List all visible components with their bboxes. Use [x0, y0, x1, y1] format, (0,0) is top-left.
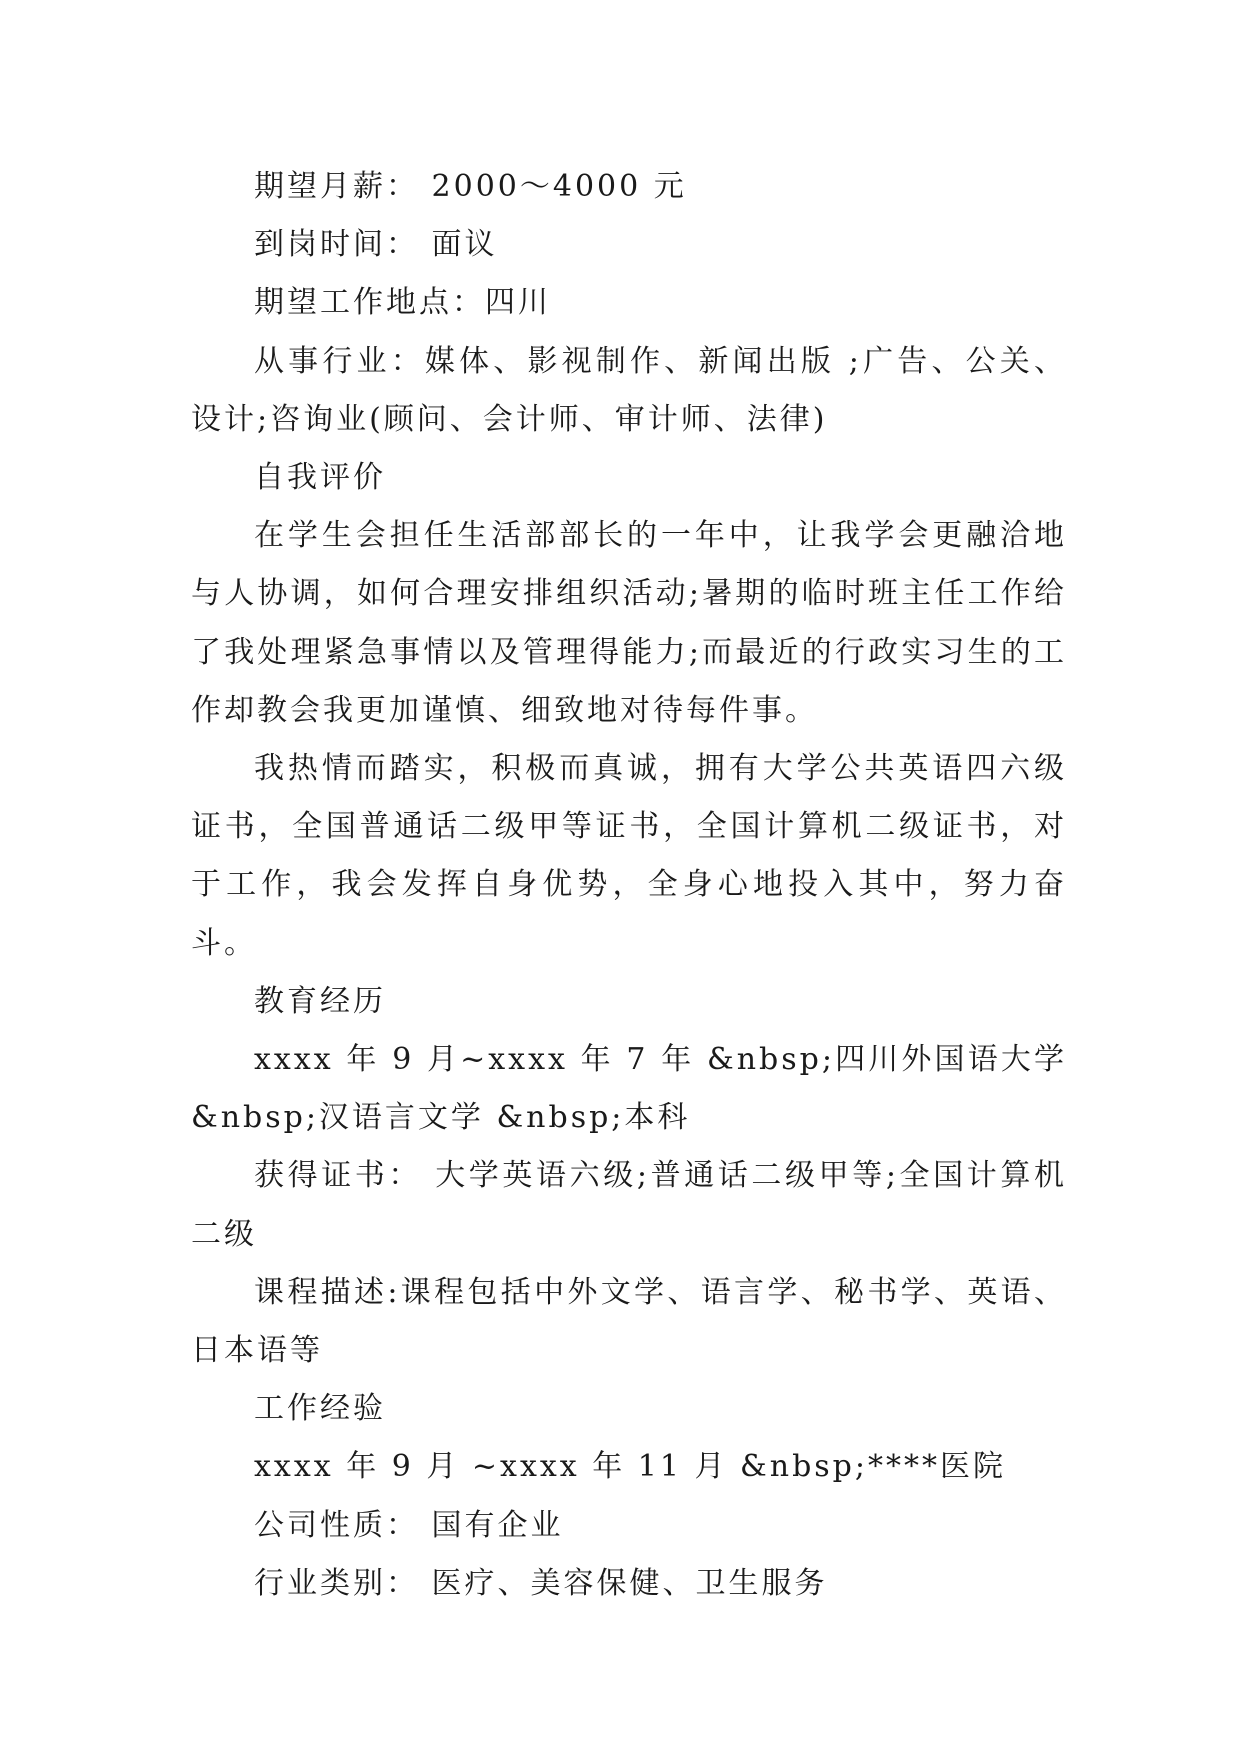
self-evaluation-paragraph-2: 我热情而踏实，积极而真诚，拥有大学公共英语四六级证书，全国普通话二级甲等证书，全国计算机二级证书，对于工作，我会发挥自身优势，全身心地投入其中，努力奋斗。 — [191, 751, 1067, 961]
company-type: 公司性质： 国有企业 — [254, 1507, 564, 1543]
expected-location: 期望工作地点：四川 — [254, 285, 551, 321]
industry: 从事行业：媒体、影视制作、新闻出版 ;广告、公关、设计;咨询业(顾问、会计师、审计师、法律) — [191, 343, 1067, 437]
self-evaluation-paragraph-1: 在学生会担任生活部部长的一年中，让我学会更融洽地与人协调，如何合理安排组织活动;暑期的临时班主任工作给了我处理紧急事情以及管理得能力;而最近的行政实习生的工作却教会我更加谨慎、细致地对待每件事。 — [191, 518, 1067, 728]
industry-category: 行业类别： 医疗、美容保健、卫生服务 — [254, 1565, 828, 1601]
expected-salary: 期望月薪： 2000～4000 元 — [254, 169, 687, 204]
section-heading-education: 教育经历 — [254, 983, 386, 1019]
start-date: 到岗时间： 面议 — [254, 227, 498, 263]
document-body — [191, 158, 1080, 1613]
course-description: 课程描述:课程包括中外文学、语言学、秘书学、英语、日本语等 — [191, 1274, 1067, 1369]
certificates: 获得证书： 大学英语六级;普通话二级甲等;全国计算机二级 — [191, 1158, 1067, 1252]
work-entry: xxxx 年 9 月 ~xxxx 年 11 月 &nbsp;****医院 — [254, 1449, 1006, 1485]
education-entry: xxxx 年 9 月~xxxx 年 7 年 &nbsp;四川外国语大学 &nbsp;汉语言文学 &nbsp;本科 — [191, 1042, 1080, 1136]
section-heading-work-experience: 工作经验 — [254, 1391, 386, 1427]
section-heading-self-evaluation: 自我评价 — [254, 460, 386, 496]
